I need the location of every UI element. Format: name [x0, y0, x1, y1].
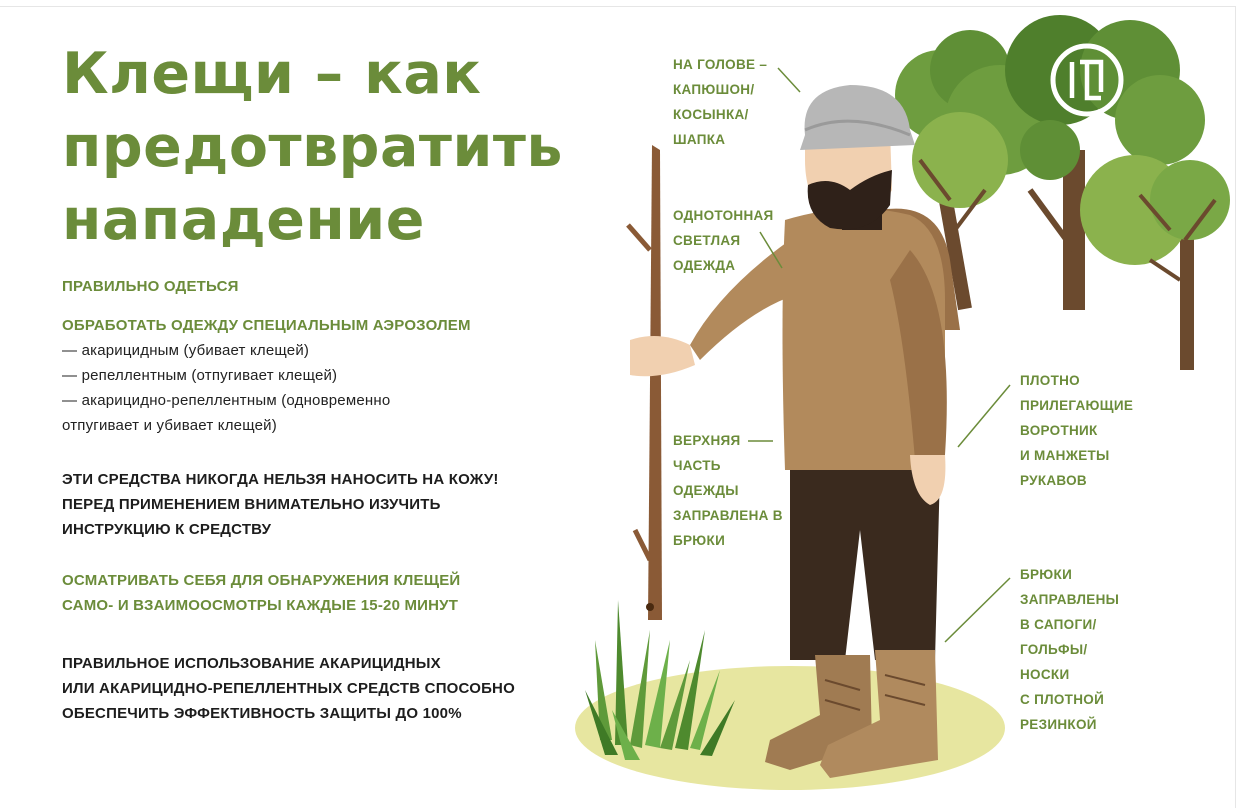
treat-item-4: отпугивает и убивает клещей) [62, 417, 277, 434]
treat-item-1: — акарицидным (убивает клещей) [62, 342, 310, 359]
dress-heading: ПРАВИЛЬНО ОДЕТЬСЯ [62, 278, 239, 295]
label-tucked-4: ЗАПРАВЛЕНА В [673, 508, 783, 523]
label-trousers [1020, 562, 1119, 737]
treat-item-2: — репеллентным (отпугивает клещей) [62, 367, 338, 384]
label-head-3: КОСЫНКА/ [673, 107, 749, 122]
label-trousers-2: ЗАПРАВЛЕНЫ [1020, 592, 1120, 607]
label-tucked-1: ВЕРХНЯЯ [673, 433, 741, 448]
title-line-1: Клещи – как [62, 41, 482, 107]
label-clothes [673, 203, 774, 278]
trousers [790, 470, 940, 660]
label-clothes-3: ОДЕЖДА [673, 258, 736, 273]
label-head-2: КАПЮШОН/ [673, 82, 755, 97]
left-hand [630, 336, 695, 376]
inspect-line-1: ОСМАТРИВАТЬ СЕБЯ ДЛЯ ОБНАРУЖЕНИЯ КЛЕЩЕЙ [62, 572, 461, 589]
label-clothes-2: СВЕТЛАЯ [673, 233, 741, 248]
label-trousers-3: В САПОГИ/ [1020, 617, 1097, 632]
treat-heading: ОБРАБОТАТЬ ОДЕЖДУ СПЕЦИАЛЬНЫМ АЭРОЗОЛЕМ [62, 317, 471, 334]
efficiency-line-2: ИЛИ АКАРИЦИДНО-РЕПЕЛЛЕНТНЫХ СРЕДСТВ СПОСОБНО [62, 680, 515, 697]
label-collar-1: ПЛОТНО [1020, 373, 1080, 388]
warning-line-1: ЭТИ СРЕДСТВА НИКОГДА НЕЛЬЗЯ НАНОСИТЬ НА КОЖУ! [62, 471, 499, 488]
walking-stick [648, 145, 662, 620]
warning-line-3: ИНСТРУКЦИЮ К СРЕДСТВУ [62, 521, 272, 538]
label-clothes-1: ОДНОТОННАЯ [673, 208, 774, 223]
label-trousers-4: ГОЛЬФЫ/ [1020, 642, 1088, 657]
title-line-3: нападение [62, 187, 425, 253]
tick-icon [646, 603, 654, 611]
label-tucked-2: ЧАСТЬ [673, 458, 721, 473]
label-trousers-1: БРЮКИ [1020, 567, 1073, 582]
label-collar-2: ПРИЛЕГАЮЩИЕ [1020, 398, 1134, 413]
label-trousers-5: НОСКИ [1020, 667, 1070, 682]
inspect-line-2: САМО- И ВЗАИМООСМОТРЫ КАЖДЫЕ 15-20 МИНУТ [62, 597, 459, 614]
efficiency-line-3: ОБЕСПЕЧИТЬ ЭФФЕКТИВНОСТЬ ЗАЩИТЫ ДО 100% [62, 705, 462, 722]
title-line-2: предотвратить [62, 114, 563, 180]
label-collar-3: ВОРОТНИК [1020, 423, 1098, 438]
label-trousers-7: РЕЗИНКОЙ [1020, 717, 1097, 732]
label-collar-4: И МАНЖЕТЫ [1020, 448, 1110, 463]
label-head-4: ШАПКА [673, 132, 726, 147]
label-trousers-6: С ПЛОТНОЙ [1020, 692, 1105, 707]
label-head-1: НА ГОЛОВЕ – [673, 57, 768, 72]
label-tucked [673, 428, 783, 553]
label-tucked-3: ОДЕЖДЫ [673, 483, 739, 498]
treat-item-3: — акарицидно-репеллентным (одновременно [62, 392, 391, 409]
label-collar [1020, 368, 1133, 493]
warning-line-2: ПЕРЕД ПРИМЕНЕНИЕМ ВНИМАТЕЛЬНО ИЗУЧИТЬ [62, 496, 441, 513]
label-tucked-5: БРЮКИ [673, 533, 726, 548]
label-head [673, 52, 767, 152]
efficiency-line-1: ПРАВИЛЬНОЕ ИСПОЛЬЗОВАНИЕ АКАРИЦИДНЫХ [62, 655, 441, 672]
label-collar-5: РУКАВОВ [1020, 473, 1087, 488]
